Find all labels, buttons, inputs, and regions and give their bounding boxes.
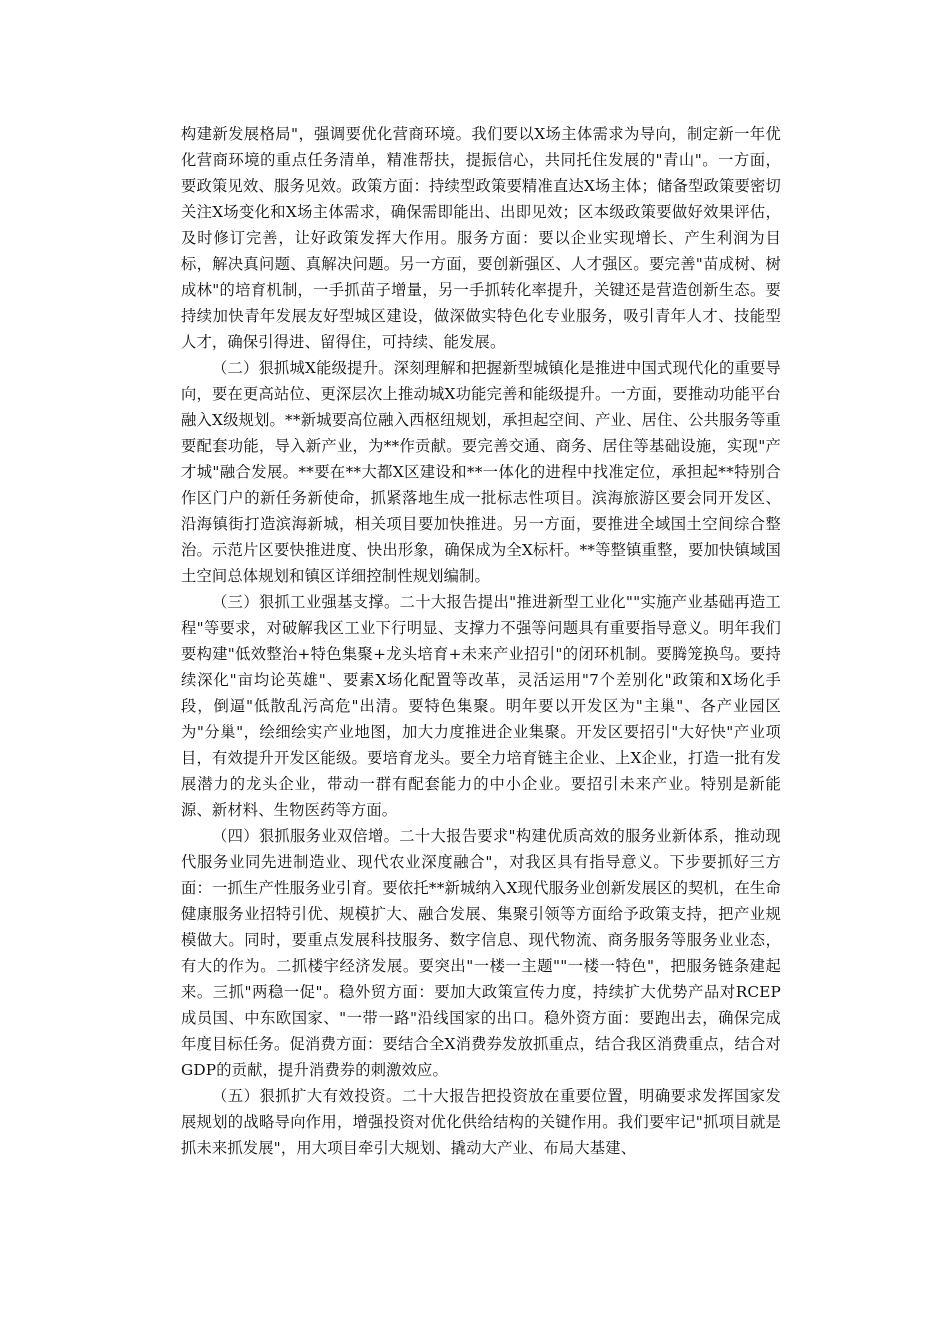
paragraph-urban-energy-level: （二）狠抓城X能级提升。深刻理解和把握新型城镇化是推进中国式现代化的重要导向，要在更高站位、更深层次上推动城X功能完善和能级提升。一方面，要推动功能平台融入X级规划。**新城要高位融入西枢纽规划，承担起空间、产业、居住、公共服务等重要配套功能，导入新产业，为**作贡献。要完善交通、商务、居住等基础设施，实现"产才城"融合发展。**要在**大都X区建设和**一体化的进程中找准定位，承担起**特别合作区门户的新任务新使命，抓紧落地生成一批标志性项目。滨海旅游区要会同开发区、沿海镇街打造滨海新城，相关项目要加快推进。另一方面，要推进全域国土空间综合整治。示范片区要快推进度、快出形象，确保成为全X标杆。**等整镇重整，要加快镇域国土空间总体规划和镇区详细控制性规划编制。 bbox=[181, 359, 781, 585]
paragraph-effective-investment: （五）狠抓扩大有效投资。二十大报告把投资放在重要位置，明确要求发挥国家发展规划的战略导向作用，增强投资对优化供给结构的关键作用。我们要牢记"抓项目就是抓未来抓发展"，用大项目牵引大规划、撬动大产业、布局大基建、 bbox=[181, 1087, 781, 1157]
paragraph-business-environment: 构建新发展格局"，强调要优化营商环境。我们要以X场主体需求为导向，制定新一年优化营商环境的重点任务清单，精准帮扶，提振信心，共同托住发展的"青山"。一方面，要政策见效、服务见效。政策方面：持续型政策要精准直达X场主体；储备型政策要密切关注X场变化和X场主体需求，确保需即能出、出即见效；区本级政策要做好效果评估，及时修订完善，让好政策发挥大作用。服务方面：要以企业实现增长、产生利润为目标，解决真问题、真解决问题。另一方面，要创新强区、人才强区。要完善"苗成树、树成林"的培育机制，一手抓苗子增量，另一手抓转化率提升，关键还是营造创新生态。要持续加快青年发展友好型城区建设，做深做实特色化专业服务，吸引青年人才、技能型人才，确保引得进、留得住，可持续、能发展。 bbox=[181, 125, 781, 351]
paragraph-service-industry: （四）狠抓服务业双倍增。二十大报告要求"构建优质高效的服务业新体系，推动现代服务业同先进制造业、现代农业深度融合"，对我区具有指导意义。下步要抓好三方面：一抓生产性服务业引育。要依托**新城纳入X现代服务业创新发展区的契机，在生命健康服务业招特引优、规模扩大、融合发展、集聚引领等方面给予政策支持，把产业规模做大。同时，要重点发展科技服务、数字信息、现代物流、商务服务等服务业业态，有大的作为。二抓楼宇经济发展。要突出"一楼一主题""一楼一特色"，把服务链条建起来。三抓"两稳一促"。稳外贸方面：要加大政策宣传力度，持续扩大优势产品对RCEP成员国、中东欧国家、"一带一路"沿线国家的出口。稳外资方面：要跑出去，确保完成年度目标任务。促消费方面：要结合全X消费券发放抓重点，结合我区消费重点，结合对GDP的贡献，提升消费券的刺激效应。 bbox=[181, 827, 781, 1079]
paragraph-industrial-foundation: （三）狠抓工业强基支撑。二十大报告提出"推进新型工业化""实施产业基础再造工程"等要求，对破解我区工业下行明显、支撑力不强等问题具有重要指导意义。明年我们要构建"低效整治+特色集聚+龙头培育+未来产业招引"的闭环机制。要腾笼换鸟。要持续深化"亩均论英雄"、要素X场化配置等改革，灵活运用"7个差别化"政策和X场化手段，倒逼"低散乱污高危"出清。要特色集聚。明年要以开发区为"主巢"、各产业园区为"分巢"，绘细绘实产业地图，加大力度推进企业集聚。开发区要招引"大好快"产业项目，有效提升开发区能级。要培育龙头。要全力培育链主企业、上X企业，打造一批有发展潜力的龙头企业，带动一群有配套能力的中小企业。要招引未来产业。特别是新能源、新材料、生物医药等方面。 bbox=[181, 593, 781, 819]
document-body bbox=[181, 121, 781, 1161]
